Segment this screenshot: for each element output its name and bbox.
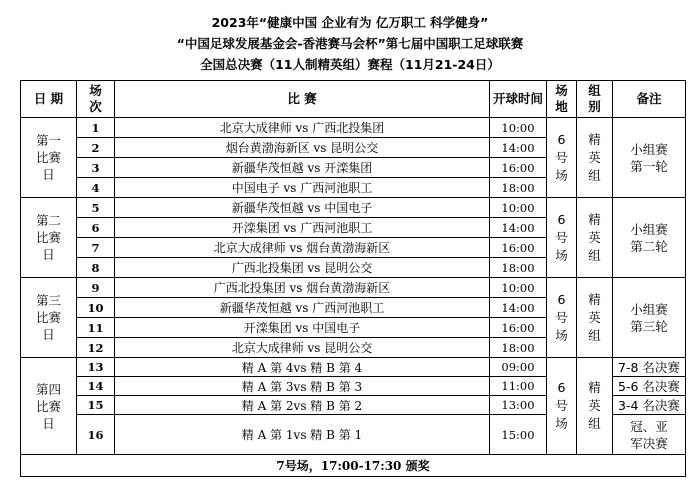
away-team: 开滦集团	[324, 161, 373, 175]
kickoff-time: 16:00	[490, 238, 547, 258]
kickoff-time: 16:00	[490, 318, 547, 338]
versus-label: vs	[295, 321, 309, 335]
away-team: 烟台黄渤海新区	[306, 281, 391, 295]
header-row	[21, 81, 686, 118]
home-team: 北京大成律师	[213, 241, 286, 255]
match-teams	[115, 358, 490, 377]
match-number: 2	[77, 138, 115, 158]
table-row	[21, 358, 686, 377]
kickoff-time: 18:00	[490, 258, 547, 278]
match-teams	[115, 298, 490, 318]
match-number: 9	[77, 278, 115, 298]
kickoff-time: 09:00	[490, 358, 547, 377]
match-teams	[115, 318, 490, 338]
away-team: 广西河池职工	[300, 181, 373, 195]
match-number: 6	[77, 218, 115, 238]
venue-cell: 6号场	[547, 358, 577, 455]
kickoff-time: 10:00	[490, 278, 547, 298]
kickoff-time: 14:00	[490, 218, 547, 238]
match-number: 5	[77, 198, 115, 218]
title-line-3: 全国总决赛（11人制精英组）赛程（11月21-24日）	[200, 57, 500, 72]
versus-label: vs	[307, 341, 321, 355]
versus-label: vs	[307, 201, 321, 215]
match-number: 14	[77, 377, 115, 396]
table-row	[21, 278, 686, 298]
kickoff-time: 18:00	[490, 178, 547, 198]
group-cell: 精英组	[577, 278, 613, 358]
home-team: 北京大成律师	[219, 121, 292, 135]
venue-cell: 6号场	[547, 278, 577, 358]
kickoff-time: 16:00	[490, 158, 547, 178]
schedule-body	[21, 118, 686, 455]
round-note: 小组赛第一轮	[613, 118, 686, 198]
group-cell: 精英组	[577, 198, 613, 278]
home-team: 新疆华茂恒越	[219, 301, 292, 315]
schedule-table	[20, 80, 686, 477]
match-number: 13	[77, 358, 115, 377]
away-team: 广西北投集团	[312, 121, 385, 135]
home-team: 开滦集团	[231, 221, 280, 235]
group-cell: 精英组	[577, 118, 613, 198]
match-number: 11	[77, 318, 115, 338]
home-team: 烟台黄渤海新区	[225, 141, 310, 155]
match-teams	[115, 338, 490, 358]
match-fixture: 精 A 第 1vs 精 B 第 1	[241, 428, 363, 442]
kickoff-time: 11:00	[490, 377, 547, 396]
away-team: 昆明公交	[324, 341, 373, 355]
table-row	[21, 118, 686, 138]
match-teams	[115, 238, 490, 258]
away-team: 广西河池职工	[312, 301, 385, 315]
round-note: 小组赛第三轮	[613, 278, 686, 358]
placement-note: 冠、亚军决赛	[613, 415, 686, 455]
versus-label: vs	[313, 141, 327, 155]
header-note: 备注	[613, 81, 686, 118]
header-venue: 场地	[547, 81, 577, 118]
home-team: 广西北投集团	[231, 261, 304, 275]
match-number: 8	[77, 258, 115, 278]
match-teams	[115, 258, 490, 278]
match-number: 7	[77, 238, 115, 258]
away-team: 中国电子	[324, 201, 373, 215]
header-date: 日 期	[21, 81, 77, 118]
placement-note: 5-6 名决赛	[613, 377, 686, 396]
versus-label: vs	[295, 301, 309, 315]
versus-label: vs	[283, 181, 297, 195]
away-team: 广西河池职工	[300, 221, 373, 235]
home-team: 广西北投集团	[213, 281, 286, 295]
home-team: 北京大成律师	[231, 341, 304, 355]
match-number: 16	[77, 415, 115, 455]
match-teams	[115, 396, 490, 415]
match-teams	[115, 178, 490, 198]
match-fixture: 精 A 第 2vs 精 B 第 2	[241, 398, 363, 413]
title-line-1: 2023年“健康中国 企业有为 亿万职工 科学健身”	[211, 15, 489, 30]
match-teams	[115, 158, 490, 178]
versus-label: vs	[295, 121, 309, 135]
home-team: 新疆华茂恒越	[231, 201, 304, 215]
versus-label: vs	[289, 281, 303, 295]
title-line-2: “中国足球发展基金会-香港赛马会杯”第七届中国职工足球联赛	[176, 36, 524, 51]
match-teams	[115, 278, 490, 298]
header-group: 组别	[577, 81, 613, 118]
header-round: 场次	[77, 81, 115, 118]
versus-label: vs	[289, 241, 303, 255]
home-team: 新疆华茂恒越	[231, 161, 304, 175]
match-number: 1	[77, 118, 115, 138]
away-team: 昆明公交	[330, 141, 379, 155]
header-match: 比 赛	[115, 81, 490, 118]
header-kickoff: 开球时间	[490, 81, 547, 118]
venue-cell: 6号场	[547, 198, 577, 278]
table-row	[21, 198, 686, 218]
kickoff-time: 14:00	[490, 138, 547, 158]
match-day-label: 第一比赛日	[21, 118, 77, 198]
match-number: 10	[77, 298, 115, 318]
away-team: 昆明公交	[324, 261, 373, 275]
footer-row	[21, 455, 686, 477]
match-fixture: 精 A 第 3vs 精 B 第 3	[241, 379, 363, 394]
versus-label: vs	[307, 161, 321, 175]
kickoff-time: 14:00	[490, 298, 547, 318]
group-cell: 精英组	[577, 358, 613, 455]
match-fixture: 精 A 第 4vs 精 B 第 4	[241, 360, 363, 375]
match-number: 15	[77, 396, 115, 415]
match-teams	[115, 198, 490, 218]
placement-note: 7-8 名决赛	[613, 358, 686, 377]
match-teams	[115, 218, 490, 238]
round-note: 小组赛第二轮	[613, 198, 686, 278]
match-day-label: 第四比赛日	[21, 358, 77, 455]
match-day-label: 第二比赛日	[21, 198, 77, 278]
kickoff-time: 15:00	[490, 415, 547, 455]
home-team: 中国电子	[231, 181, 280, 195]
home-team: 开滦集团	[243, 321, 292, 335]
venue-cell: 6号场	[547, 118, 577, 198]
kickoff-time: 10:00	[490, 198, 547, 218]
away-team: 中国电子	[312, 321, 361, 335]
match-number: 4	[77, 178, 115, 198]
match-teams	[115, 377, 490, 396]
placement-note: 3-4 名决赛	[613, 396, 686, 415]
kickoff-time: 18:00	[490, 338, 547, 358]
kickoff-time: 13:00	[490, 396, 547, 415]
kickoff-time: 10:00	[490, 118, 547, 138]
match-teams	[115, 415, 490, 455]
versus-label: vs	[307, 261, 321, 275]
award-ceremony-note: 7号场，17:00-17:30 颁奖	[21, 455, 686, 477]
match-number: 3	[77, 158, 115, 178]
versus-label: vs	[283, 221, 297, 235]
match-teams	[115, 118, 490, 138]
match-day-label: 第三比赛日	[21, 278, 77, 358]
match-teams	[115, 138, 490, 158]
match-number: 12	[77, 338, 115, 358]
title-block	[0, 12, 700, 75]
away-team: 烟台黄渤海新区	[306, 241, 391, 255]
